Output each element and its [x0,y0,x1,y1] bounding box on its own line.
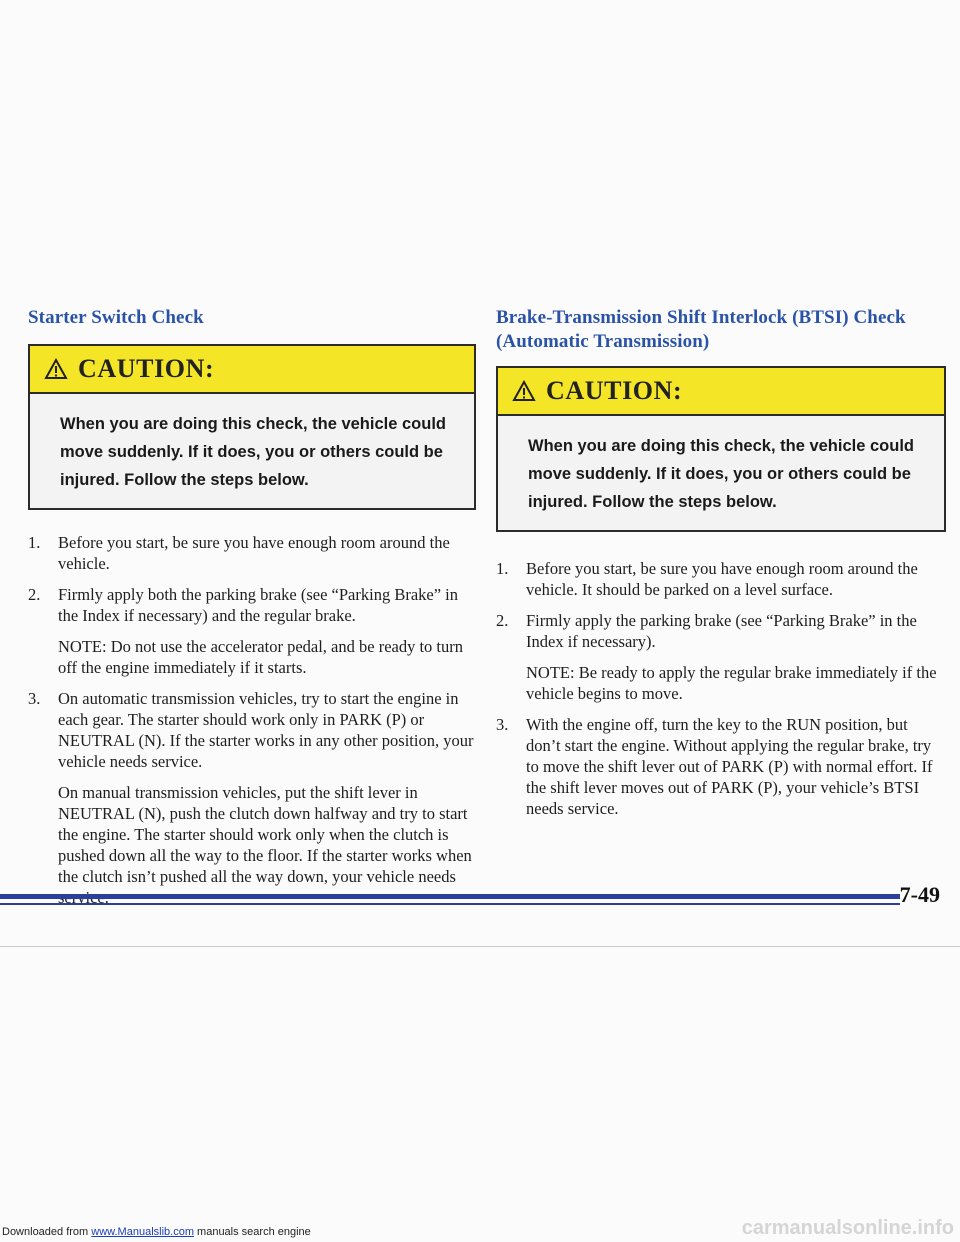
list-item: 1. Before you start, be sure you have enough room around the vehicle. It should be parked on a level surface. [496,559,918,599]
caution-header [30,346,474,394]
left-column [28,306,476,886]
caution-text: When you are doing this check, the vehicle could move suddenly. If it does, you or others could be injured. Follow the steps below. [60,415,446,489]
list-item: 3. With the engine off, turn the key to the RUN position, but don’t start the engine. Without applying the regular brake, try to move the shift lever out of PARK (P) with normal effort. If the shift lever moves out of PARK (P), your vehicle’s BTSI needs service. [496,715,933,818]
caution-box-left [28,344,476,510]
caution-box-right [496,366,946,532]
caution-title: CAUTION: [78,354,215,383]
warning-triangle-icon [44,358,68,380]
left-steps [28,532,476,918]
manualslib-link[interactable]: www.Manualslib.com [91,1226,194,1238]
caution-text: When you are doing this check, the vehicle could move suddenly. If it does, you or others could be injured. Follow the steps below. [528,437,914,511]
site-watermark: carmanualsonline.info [741,1217,954,1239]
starter-switch-heading: Starter Switch Check [28,307,204,328]
list-item: 1. Before you start, be sure you have enough room around the vehicle. [28,533,450,573]
step-note: NOTE: Do not use the accelerator pedal, and be ready to turn off the engine immediately if it starts. [58,637,464,677]
download-credit: Downloaded from www.Manualslib.com manuals search engine [2,1226,311,1238]
right-steps [496,558,946,829]
bottom-rule [0,894,960,914]
list-item: 2. Firmly apply the parking brake (see “Parking Brake” in the Index if necessary). NOTE: Be ready to apply the regular brake immediately if the vehicle begins to move. [496,610,946,704]
list-item: 3. On automatic transmission vehicles, try to start the engine in each gear. The starter should work only in PARK (P) or NEUTRAL (N). If the starter works in any other position, your vehicle needs service. On manual transmission vehicles, put the shift lever in NEUTRAL (N), push the clutch down halfway and try to start the engine. The starter should work only when the clutch is pushed down all the way to the floor. If the starter works when the clutch isn’t pushed all the way down, your vehicle needs [28,688,476,908]
step-note: NOTE: Be ready to apply the regular brake immediately if the vehicle begins to move. [526,663,937,703]
right-column [496,306,946,866]
btsi-heading: Brake-Transmission Shift Interlock (BTSI) Check (Automatic Transmission) [496,307,906,352]
step-note: On manual transmission vehicles, put the shift lever in NEUTRAL (N), push the clutch down halfway and try to start the engine. The starter should work only when the clutch is pushed down all the way to the floor. If the starter works when the clutch isn’t pushed all the way down, your vehicle needs [58,783,472,886]
divider [0,946,960,947]
list-item: 2. Firmly apply both the parking brake (see “Parking Brake” in the Index if necessary) and the regular brake. NOTE: Do not use the accelerator pedal, and be ready to turn off the engine immediately if it starts. [28,584,476,678]
page-number: 7-49 [899,882,940,907]
caution-title: CAUTION: [546,376,683,405]
caution-header [498,368,944,416]
warning-triangle-icon [512,380,536,402]
